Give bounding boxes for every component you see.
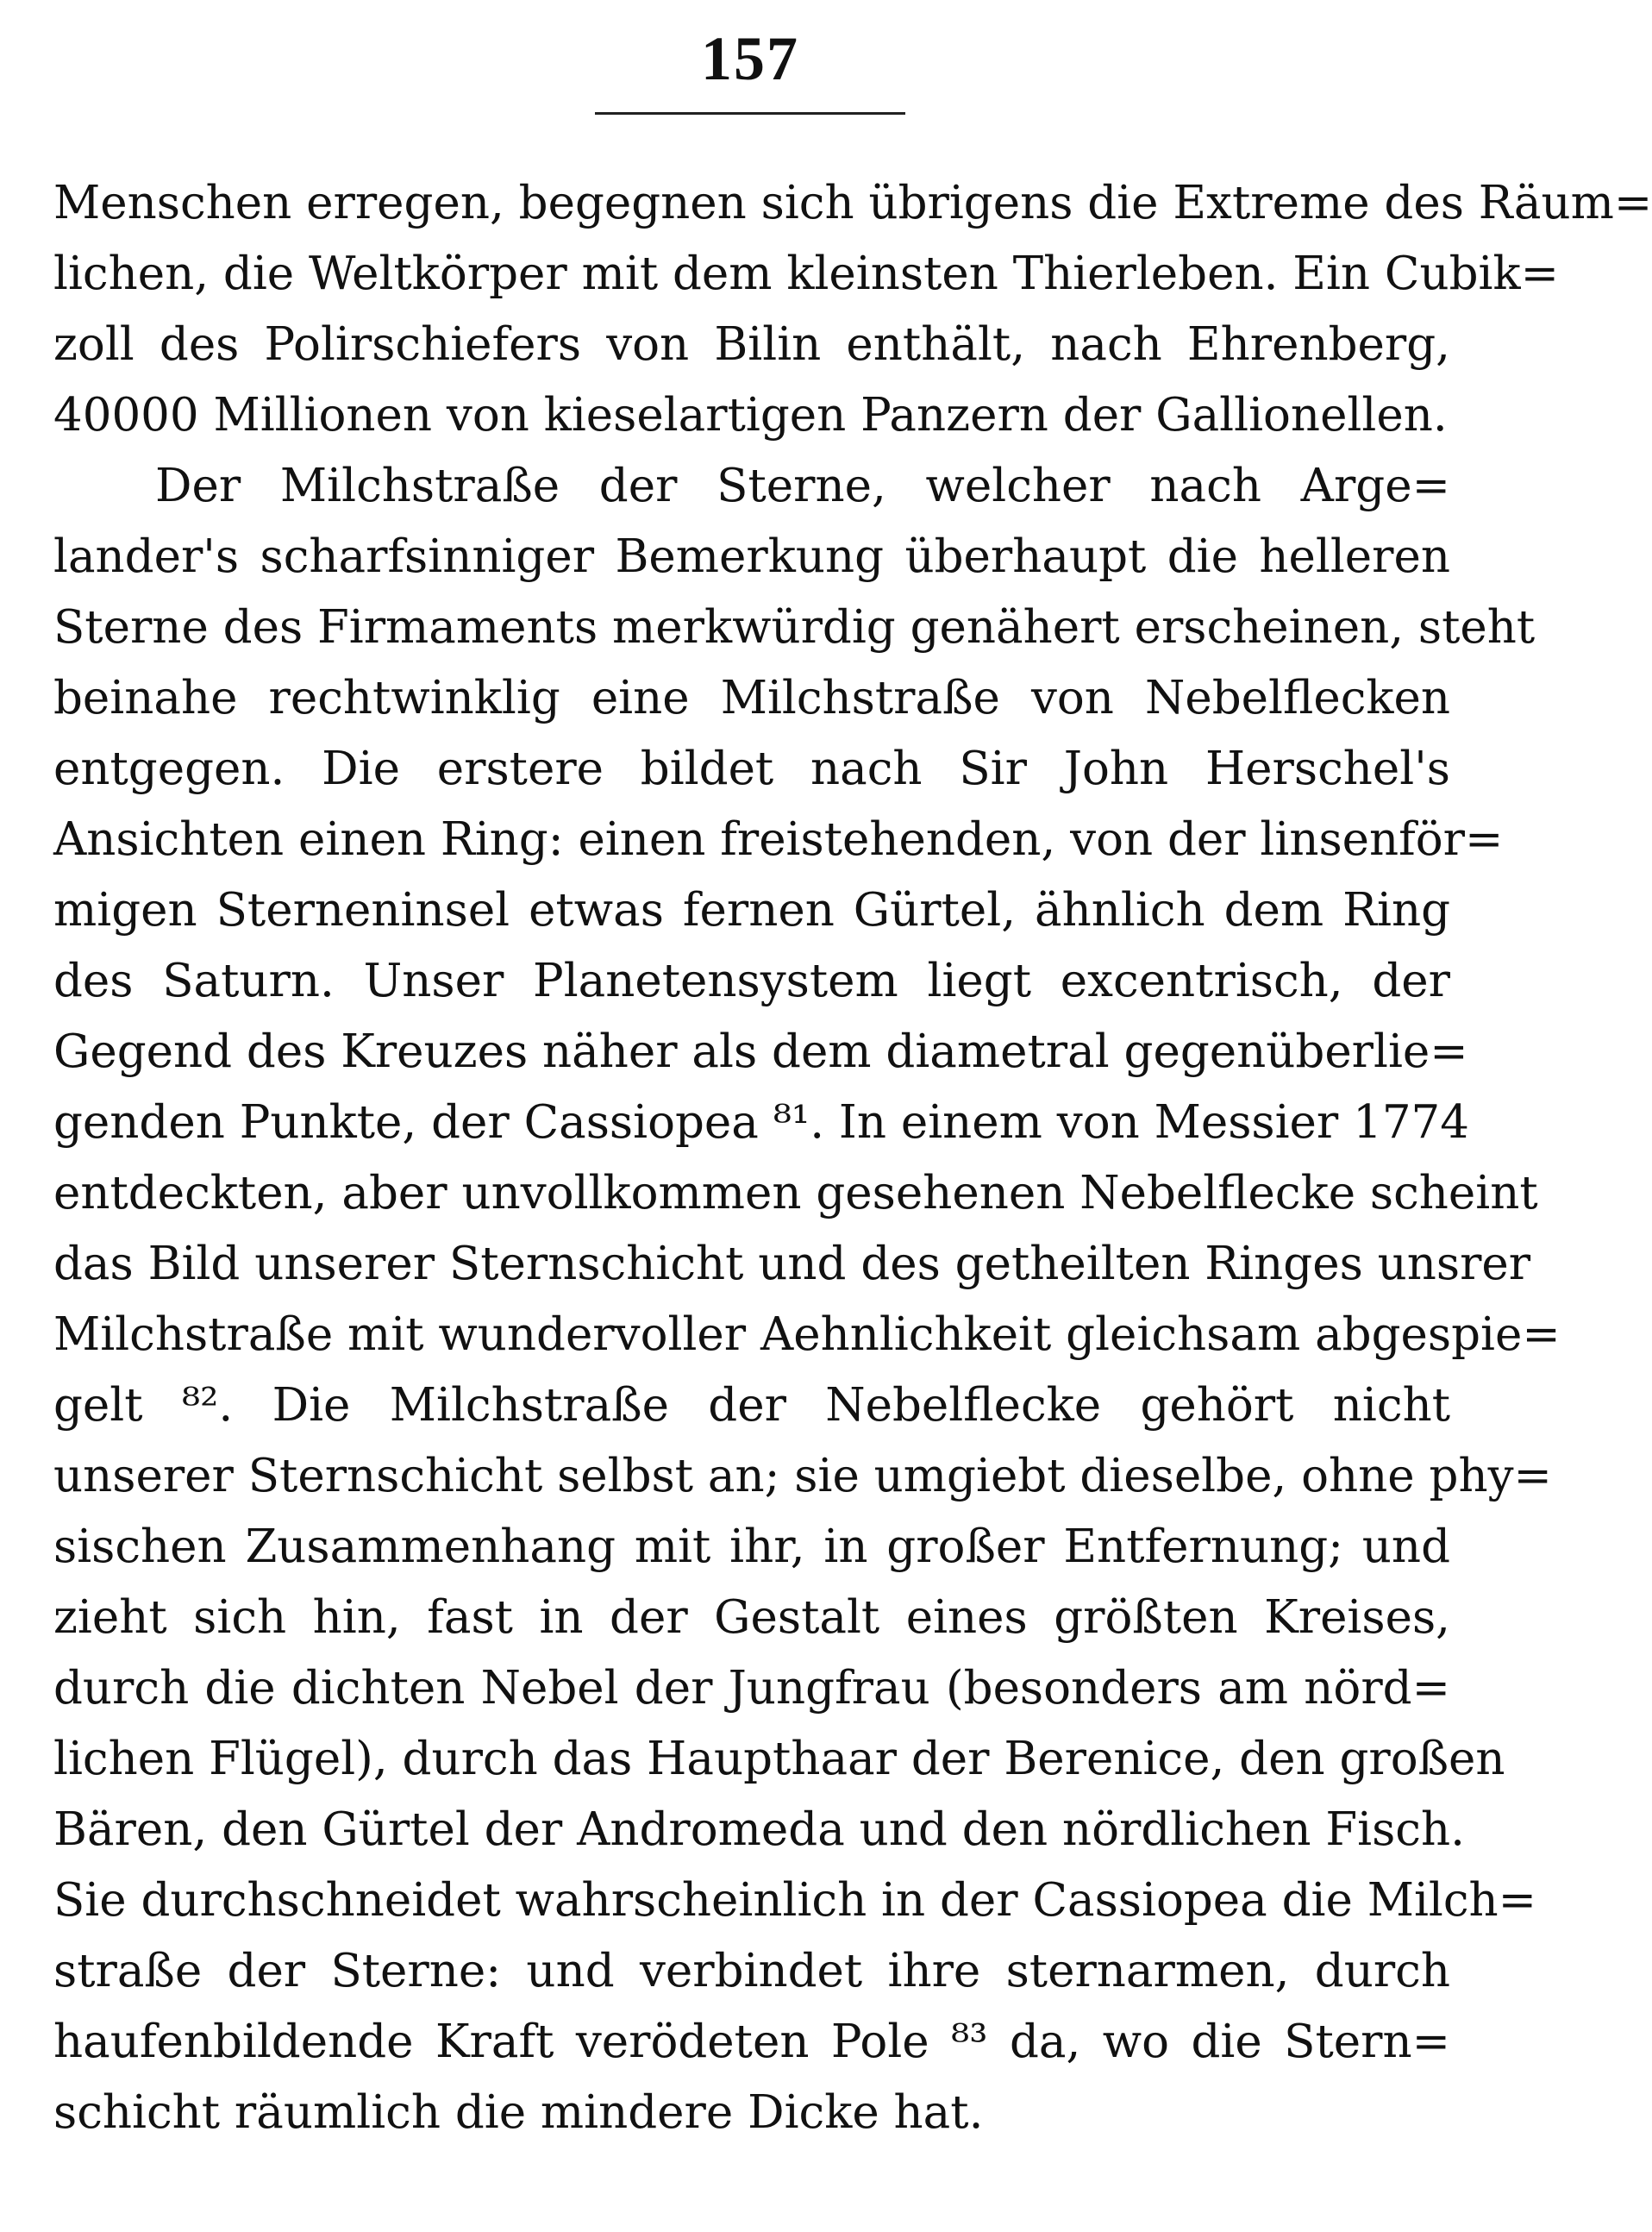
text-line: Sterne des Firmaments merkwürdig genähert erscheinen, steht <box>53 601 1536 654</box>
text-line: Milchstraße mit wundervoller Aehnlichkeit gleichsam abgespie= <box>53 1308 1561 1361</box>
body-text <box>53 168 1652 2148</box>
text-line: Menschen erregen, begegnen sich übrigens die Extreme des Räum= <box>53 177 1652 229</box>
text-line: gelt ⁸². Die Milchstraße der Nebelflecke gehört nicht <box>53 1379 1450 1432</box>
text-line: Ansichten einen Ring: einen freistehenden, von der linsenför= <box>53 813 1504 866</box>
text-line: zieht sich hin, fast in der Gestalt eines größten Kreises, <box>53 1591 1450 1644</box>
text-line: zoll des Polirschiefers von Bilin enthält, nach Ehrenberg, <box>53 318 1450 371</box>
text-line: das Bild unserer Sternschicht und des getheilten Ringes unsrer <box>53 1238 1531 1290</box>
text-line: schicht räumlich die mindere Dicke hat. <box>53 2086 984 2139</box>
text-line: lichen Flügel), durch das Haupthaar der Berenice, den großen <box>53 1733 1505 1785</box>
text-line: Sie durchschneidet wahrscheinlich in der Cassiopea die Milch= <box>53 1874 1537 1927</box>
text-line: Gegend des Kreuzes näher als dem diametral gegenüberlie= <box>53 1025 1468 1078</box>
text-line: beinahe rechtwinklig eine Milchstraße von Nebelflecken <box>53 672 1450 724</box>
text-line: des Saturn. Unser Planetensystem liegt excentrisch, der <box>53 955 1450 1007</box>
text-line: entgegen. Die erstere bildet nach Sir John Herschel's <box>53 743 1450 795</box>
page-number: 157 <box>701 24 799 93</box>
text-line: Bären, den Gürtel der Andromeda und den nördlichen Fisch. <box>53 1803 1465 1856</box>
text-line: lander's scharfsinniger Bemerkung überhaupt die helleren <box>53 530 1450 583</box>
paragraph-start-line: Der Milchstraße der Sterne, welcher nach Arge= <box>155 460 1450 512</box>
text-line: entdeckten, aber unvollkommen gesehenen Nebelflecke scheint <box>53 1167 1538 1219</box>
text-line: migen Sterneninsel etwas fernen Gürtel, ähnlich dem Ring <box>53 884 1450 937</box>
text-line: 40000 Millionen von kieselartigen Panzern der Gallionellen. <box>53 389 1448 442</box>
text-line: haufenbildende Kraft verödeten Pole ⁸³ da, wo die Stern= <box>53 2016 1450 2068</box>
text-line: lichen, die Weltkörper mit dem kleinsten Thierleben. Ein Cubik= <box>53 248 1559 300</box>
header-rule <box>595 112 905 115</box>
text-line: genden Punkte, der Cassiopea ⁸¹. In einem von Messier 1774 <box>53 1096 1469 1149</box>
text-line: durch die dichten Nebel der Jungfrau (besonders am nörd= <box>53 1662 1450 1715</box>
text-line: sischen Zusammenhang mit ihr, in großer Entfernung; und <box>53 1520 1450 1573</box>
text-line: straße der Sterne: und verbindet ihre sternarmen, durch <box>53 1945 1450 1997</box>
text-line: unserer Sternschicht selbst an; sie umgiebt dieselbe, ohne phy= <box>53 1450 1552 1502</box>
